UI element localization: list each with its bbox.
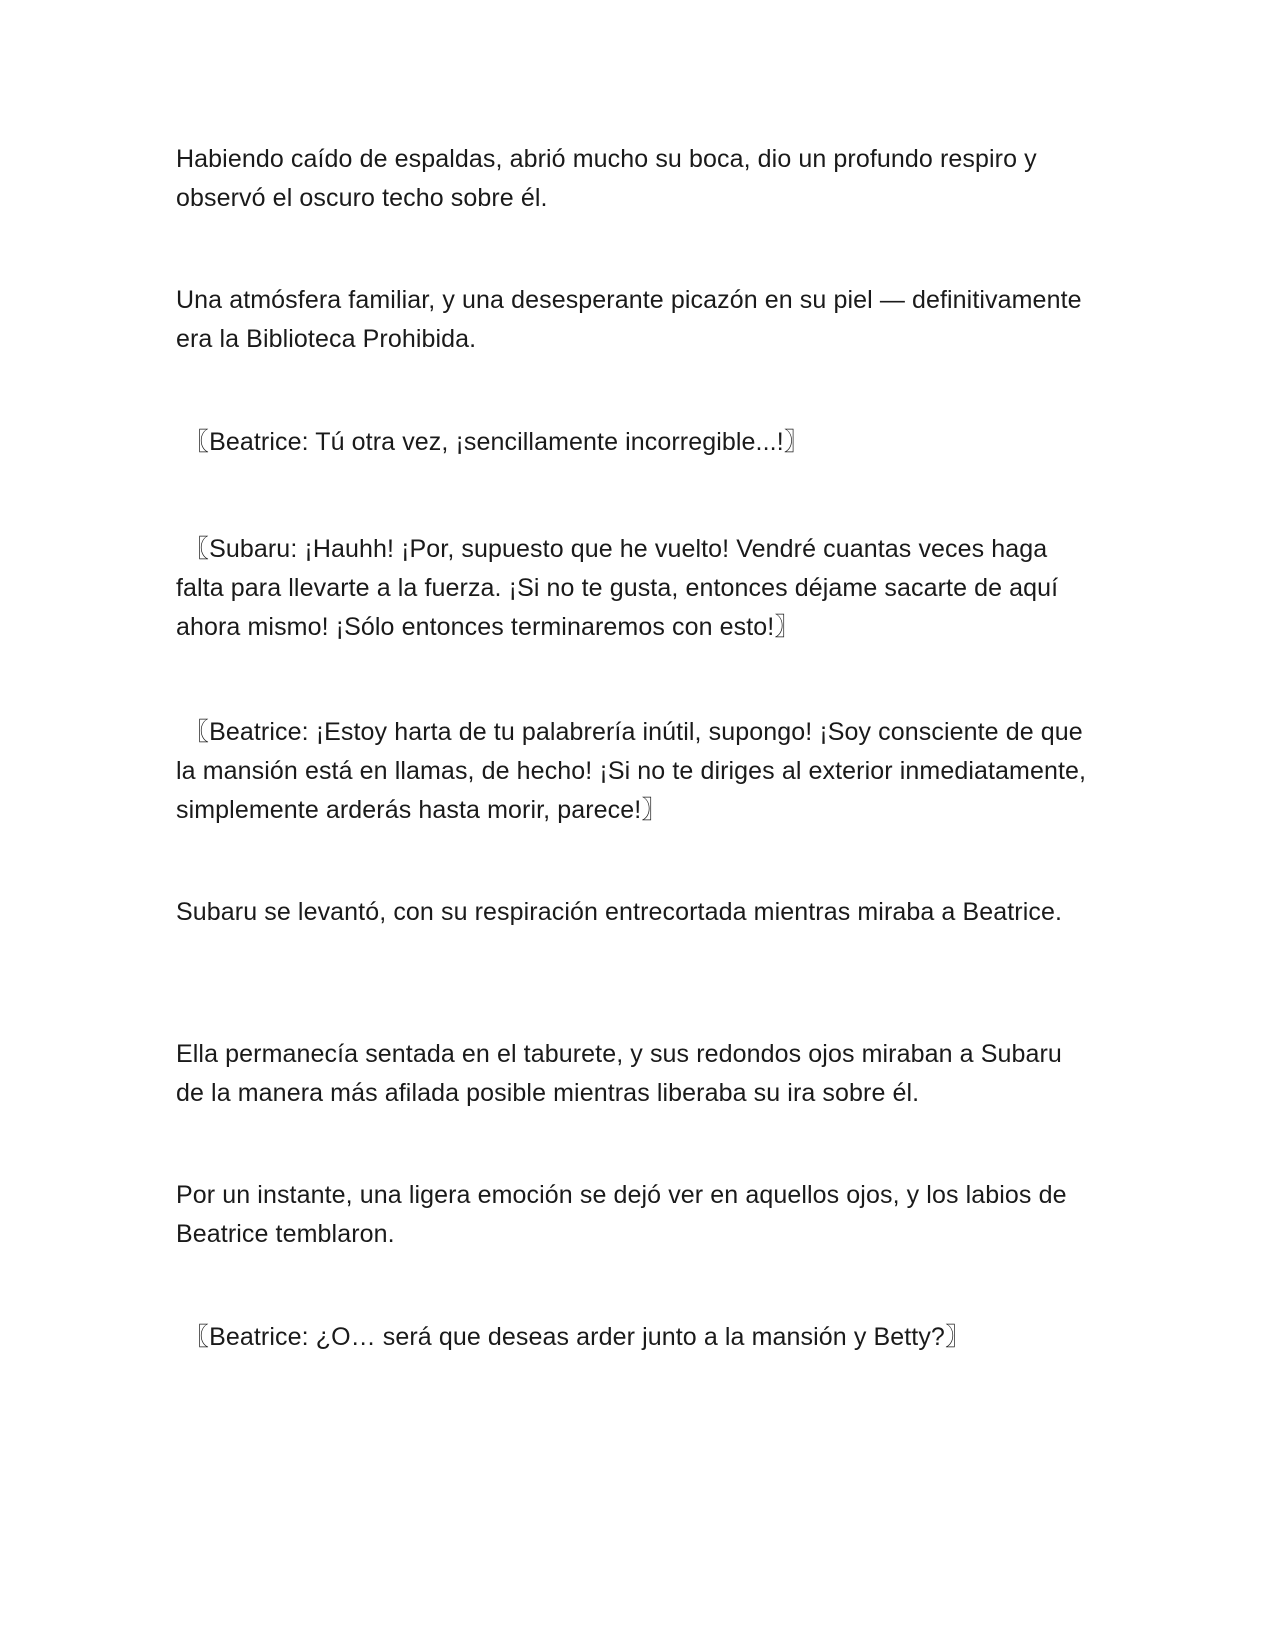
- narration-paragraph: Ella permanecía sentada en el taburete, y sus redondos ojos miraban a Subaru de la manera más afilada posible mientras liberaba su ira sobre él.: [176, 1040, 1062, 1107]
- narration-paragraph: Subaru se levantó, con su respiración entrecortada mientras miraba a Beatrice.: [176, 898, 1063, 926]
- dialogue-paragraph: 〖Subaru: ¡Hauhh! ¡Por, supuesto que he vuelto! Vendré cuantas veces haga falta para llevarte a la fuerza. ¡Si no te gusta, entonces déjame sacarte de aquí ahora mismo! ¡Sólo entonces terminaremos con esto!〗: [176, 535, 1059, 641]
- dialogue-paragraph: 〖Beatrice: ¡Estoy harta de tu palabrería inútil, supongo! ¡Soy consciente de que la mansión está en llamas, de hecho! ¡Si no te diriges al exterior inmediatamente, simplemente arderás hasta morir, parece!〗: [176, 718, 1087, 824]
- narration-paragraph: Habiendo caído de espaldas, abrió mucho su boca, dio un profundo respiro y observó el oscuro techo sobre él.: [176, 145, 1037, 212]
- narration-paragraph: Una atmósfera familiar, y una desesperante picazón en su piel — definitivamente era la Biblioteca Prohibida.: [176, 286, 1082, 353]
- narration-paragraph: Por un instante, una ligera emoción se dejó ver en aquellos ojos, y los labios de Beatrice temblaron.: [176, 1181, 1067, 1248]
- dialogue-paragraph: 〖Beatrice: Tú otra vez, ¡sencillamente incorregible...!〗: [184, 428, 809, 456]
- dialogue-paragraph: 〖Beatrice: ¿O… será que deseas arder junto a la mansión y Betty?〗: [184, 1323, 971, 1351]
